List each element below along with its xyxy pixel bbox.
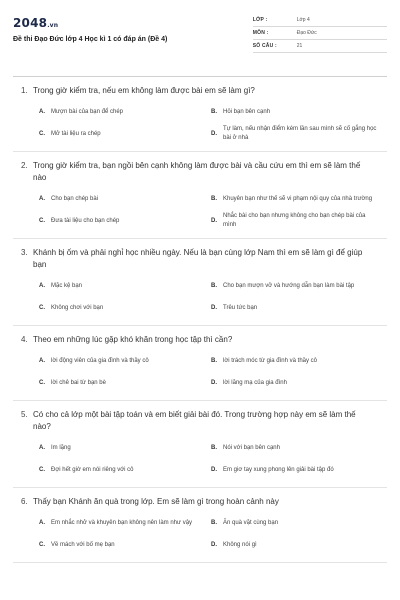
option-letter: C. (39, 130, 45, 137)
option-letter: D. (211, 466, 217, 473)
answer-option[interactable] (39, 123, 211, 145)
question-list (13, 77, 387, 563)
answer-option[interactable] (211, 210, 387, 232)
question-item (13, 326, 387, 401)
option-text: Ăn quà vặt cùng bạn (223, 519, 279, 526)
question-text: Có cho cả lớp một bài tập toán và em biết giải bài đó. Trong trường hợp này em sẽ làm thế nào? (33, 410, 356, 431)
question-item (13, 401, 387, 488)
option-letter: D. (211, 379, 217, 386)
option-letter: C. (39, 379, 45, 386)
answer-option[interactable] (39, 297, 211, 319)
option-letter: A. (39, 519, 45, 526)
question-header (13, 160, 387, 184)
answer-option[interactable] (39, 210, 211, 232)
option-letter: B. (211, 195, 217, 202)
answer-options (39, 101, 387, 145)
question-number: 5. (21, 410, 28, 419)
answer-option[interactable] (39, 101, 211, 123)
option-letter: D. (211, 130, 217, 137)
question-header (13, 496, 387, 508)
option-text: Cho bạn mượn vở và hướng dẫn bạn làm bài tập (223, 282, 355, 289)
question-text: Theo em những lúc gặp khó khăn trong học tập thì cần? (33, 335, 233, 344)
option-letter: A. (39, 108, 45, 115)
option-letter: C. (39, 304, 45, 311)
option-text: Không chơi với bạn (51, 304, 104, 311)
option-letter: B. (211, 357, 217, 364)
option-letter: A. (39, 282, 45, 289)
option-text: Em giơ tay xung phong lên giải bài tập đó (223, 466, 334, 473)
meta-label: SỐ CÂU : (252, 43, 277, 49)
option-text: Hỏi bạn bên cạnh (223, 108, 271, 115)
answer-options (39, 350, 387, 394)
question-text: Trong giờ kiểm tra, bạn ngồi bên cạnh không làm được bài và cầu cứu em thì em sẽ làm thế nào (33, 161, 361, 182)
option-text: Nói với bạn bên cạnh (223, 444, 280, 451)
option-text: Đưa tài liệu cho bạn chép (51, 217, 120, 224)
meta-value: 21 (296, 43, 303, 49)
option-letter: D. (211, 217, 217, 224)
question-header (13, 85, 387, 97)
answer-option[interactable] (211, 437, 387, 459)
meta-row-class (253, 14, 387, 27)
page-title: Đề thi Đạo Đức lớp 4 Học kì 1 có đáp án (Đề 4) (13, 36, 168, 43)
meta-label: LỚP : (252, 17, 268, 23)
question-item (13, 152, 387, 239)
meta-row-subject (253, 27, 387, 40)
option-text: Cho bạn chép bài (51, 195, 99, 202)
option-letter: B. (211, 282, 217, 289)
site-logo[interactable] (13, 16, 253, 30)
answer-option[interactable] (211, 101, 387, 123)
meta-row-count (253, 40, 387, 53)
question-text: Khánh bị ốm và phải nghỉ học nhiều ngày. Nếu là bạn cùng lớp Nam thì em sẽ làm gì để giúp bạn (33, 248, 363, 269)
option-letter: C. (39, 541, 45, 548)
answer-option[interactable] (211, 275, 387, 297)
answer-options (39, 512, 387, 556)
question-number: 3. (21, 248, 28, 257)
option-text: Nhắc bài cho bạn nhưng không cho bạn chép bài của mình (223, 213, 366, 228)
option-text: Tự làm, nếu nhận điểm kém lần sau mình sẽ cố gắng học bài ở nhà (223, 126, 377, 141)
question-header (13, 334, 387, 346)
question-item (13, 77, 387, 152)
option-letter: B. (211, 519, 217, 526)
logo-tld: .vn (47, 22, 59, 29)
answer-option[interactable] (211, 188, 387, 210)
answer-option[interactable] (211, 350, 387, 372)
option-letter: A. (39, 357, 45, 364)
answer-option[interactable] (39, 372, 211, 394)
option-letter: D. (211, 304, 217, 311)
question-item (13, 488, 387, 563)
option-letter: D. (211, 541, 217, 548)
option-text: lời lăng mạ của gia đình (223, 379, 287, 386)
question-number: 2. (21, 161, 28, 170)
option-text: Mượn bài của bạn để chép (51, 108, 123, 115)
question-text: Trong giờ kiểm tra, nếu em không làm được bài em sẽ làm gì? (33, 86, 255, 95)
answer-options (39, 275, 387, 319)
answer-options (39, 188, 387, 232)
answer-option[interactable] (39, 188, 211, 210)
answer-option[interactable] (39, 534, 211, 556)
option-text: Khuyên bạn như thế sẽ vi phạm nội quy của nhà trường (223, 195, 373, 202)
option-text: Im lặng (51, 444, 71, 451)
answer-option[interactable] (211, 512, 387, 534)
question-header (13, 247, 387, 271)
answer-option[interactable] (39, 459, 211, 481)
question-item (13, 239, 387, 326)
question-number: 1. (21, 86, 28, 95)
question-header (13, 409, 387, 433)
option-text: Trêu tức bạn (223, 304, 258, 311)
option-text: lời trách móc từ gia đình và thầy cô (223, 357, 317, 364)
meta-label: MÔN : (252, 30, 269, 36)
answer-option[interactable] (211, 372, 387, 394)
option-text: Không nói gì (223, 541, 257, 548)
meta-value: Đạo Đức (296, 30, 317, 36)
answer-option[interactable] (39, 512, 211, 534)
question-number: 4. (21, 335, 28, 344)
option-letter: B. (211, 444, 217, 451)
option-text: Mặc kệ bạn (51, 282, 83, 289)
option-text: Đợi hết giờ em nói riêng với cô (51, 466, 134, 473)
header-left (13, 10, 253, 66)
question-number: 6. (21, 497, 28, 506)
page-header (13, 10, 387, 66)
option-letter: A. (39, 195, 45, 202)
option-text: Em nhắc nhở và khuyên bạn không nên làm như vậy (51, 519, 193, 526)
option-text: Về mách với bố mẹ bạn (51, 541, 115, 548)
answer-option[interactable] (211, 459, 387, 481)
answer-option[interactable] (211, 534, 387, 556)
option-text: lời chê bai từ bạn bè (51, 379, 106, 386)
answer-options (39, 437, 387, 481)
answer-option[interactable] (39, 275, 211, 297)
option-letter: B. (211, 108, 217, 115)
answer-option[interactable] (39, 350, 211, 372)
option-letter: C. (39, 466, 45, 473)
option-text: Mở tài liệu ra chép (51, 130, 101, 137)
logo-main: 2048 (13, 16, 48, 30)
option-letter: A. (39, 444, 45, 451)
answer-option[interactable] (39, 437, 211, 459)
question-text: Thấy bạn Khánh ăn quà trong lớp. Em sẽ làm gì trong hoàn cảnh này (33, 497, 279, 506)
meta-value: Lớp 4 (296, 17, 310, 23)
exam-meta (253, 14, 387, 66)
answer-option[interactable] (211, 297, 387, 319)
option-text: lời động viên của gia đình và thầy cô (51, 357, 149, 364)
option-letter: C. (39, 217, 45, 224)
answer-option[interactable] (211, 123, 387, 145)
